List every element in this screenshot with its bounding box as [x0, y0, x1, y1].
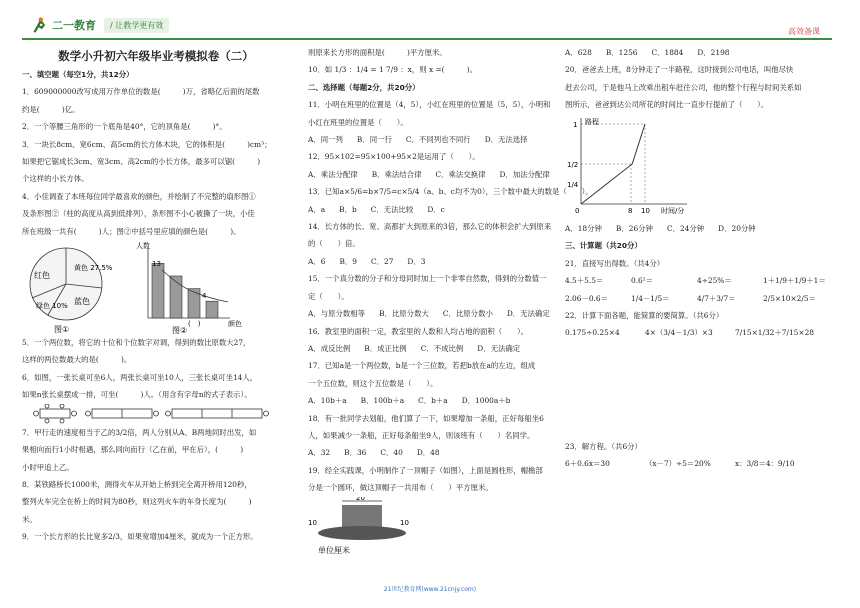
option-row: A．18分钟 B．26分钟 C．24分钟 D．20分钟: [565, 224, 756, 234]
bar-3: [206, 301, 218, 318]
question-line: 19．经全实践课，小明制作了一顶帽子（如图），上面是圆柱形，帽檐部: [308, 465, 543, 475]
line-chart: [565, 114, 715, 214]
question-line: 图所示，爸爸到达公司所花的时间比一直步行提前了（ ）。: [565, 100, 769, 110]
pie-label-yellow: 黄色 27.5%: [74, 264, 113, 273]
question-line: 如果n张长桌摆成一排，可坐( )人。（用含有字母n的式子表示）。: [22, 390, 252, 400]
question-line: 的（ ）倍。: [308, 239, 360, 249]
section-heading: 一、填空题（每空1分，共12分）: [22, 70, 134, 79]
page-title: 数学小升初六年级毕业考模拟卷（二）: [58, 49, 254, 63]
brand-name: 二一教育: [52, 19, 96, 32]
question-line: 果相向而行1小时相遇，那么同向而行（乙在前，甲在后），( ): [22, 445, 244, 455]
question-line: 米。: [22, 514, 37, 524]
column-1: [22, 44, 290, 546]
question-line: 小时甲追上乙。: [22, 462, 74, 472]
calc-row: 2.06－0.6＝ 1/4－1/5＝ 4/7＋3/7＝ 2/5×10×2/5＝: [565, 293, 816, 303]
question-line: 8．某铁路桥长1000米，测得火车从开始上桥到完全离开桥用120秒，: [22, 479, 252, 489]
question-line: 5．一个两位数，将它的十位和个位数字对调，得到的数比原数大27，: [22, 338, 251, 348]
option-row: A．成反比例 B．成正比例 C．不成比例 D．无法确定: [308, 343, 521, 353]
question-line: 4．小佳调查了本班每位同学最喜欢的颜色，并绘制了不完整的扇形图①: [22, 191, 256, 201]
equation-row: 6＋0.6x＝30 （x－7）÷5＝20% x：3/8＝4：9/10: [565, 459, 795, 469]
question-line: 14．长方体的长、宽、高都扩大到原来的3倍，那么它的体积会扩大到原来: [308, 222, 552, 232]
question-line: 13．已知a×5/6=b×7/5=c×5/4（a、b、c均不为0），三个数中最大的数是（ ）。: [308, 187, 593, 197]
header-tag: 高效备课: [788, 27, 820, 36]
bar-xlabel: 颜色: [228, 320, 242, 329]
question-line: 约是( )亿。: [22, 104, 80, 114]
hat-right-label: 10: [400, 518, 409, 527]
brand-slogan: / 让教学更有效: [104, 18, 169, 33]
question-line: 所在班级一共有( )人；图②中括号里应填的颜色是( )。: [22, 226, 241, 236]
hat-left-label: 10: [308, 518, 317, 527]
bar-ylabel: 人数: [136, 242, 150, 251]
section-heading: 二、选择题（每题2分，共20分）: [308, 82, 420, 92]
option-row: A．6 B．9 C．27 D．3: [308, 256, 426, 266]
bar-2: [188, 289, 200, 318]
question-line: 7．甲行走的速度相当于乙的3/2倍，两人分别从A、B两地同时出发，如: [22, 427, 257, 437]
question-line: 人，如果减少一条船，正好每条船坐9人，则该班有（ ）名同学。: [308, 430, 535, 440]
question-line: 则原来长方形的面积是( )平方厘米。: [308, 48, 447, 57]
line-xlabel: 时间/分: [661, 206, 685, 214]
bar-caption: 图②: [172, 326, 188, 335]
header-divider: [22, 38, 832, 40]
question-line: 定（ ）。: [308, 291, 349, 301]
question-line: 及条形图②（柱的高度从高到低排列），条形图不小心被撕了一块，小佳: [22, 209, 255, 219]
line-ytick-half: 1/2: [567, 160, 579, 169]
hat-diagram: [308, 497, 418, 557]
question-line: 分是一个圆环，做这顶帽子一共用布（ ）平方厘米。: [308, 483, 493, 493]
question-line: 小红在班里的位置是（ ）。: [308, 117, 408, 127]
option-row: A．10b＋a B．100b＋a C．b＋a D．1000a＋b: [308, 396, 511, 406]
calc-row: 0.175÷0.25×4 4×（3/4－1/3）×3 7/15×1/32＋7/15×28: [565, 328, 814, 338]
figure-row: [22, 240, 290, 334]
pie-label-blue: 蓝色: [74, 297, 90, 307]
question-line: 9．一个长方形的长比宽多2/3，如果宽增加4厘米，就成为一个正方形。: [22, 532, 258, 542]
runner-icon: [30, 16, 48, 34]
question-line: 20．爸爸去上班，8分钟走了一半路程，这时接到公司电话，叫他尽快: [565, 65, 794, 75]
question-line: 16．教室里的面积一定，教室里的人数和人均占地的面积（ ）。: [308, 326, 529, 336]
line-xtick-10: 10: [641, 206, 650, 214]
question-line: 1．609000000改写成用万作单位的数是( )万，省略亿后面的尾数: [22, 87, 260, 97]
option-row: A．a B．b C．无法比较 D．c: [308, 204, 445, 214]
hat-brim: [318, 526, 406, 540]
line-ytick-1: 1: [573, 120, 578, 129]
bar-chart: [132, 240, 252, 334]
bar-1: [170, 276, 182, 318]
line-xtick-8: 8: [628, 206, 633, 214]
question-line: 21．直接写出得数。（共4分）: [565, 258, 665, 268]
option-row: A．乘法分配律 B．乘法结合律 C．乘法交换律 D．加法分配律: [308, 169, 550, 179]
calc-row: 4.5＋5.5＝ 0.6²＝ 4÷25%＝ 1＋1/9＋1/9＋1＝: [565, 276, 826, 286]
section-heading: 三、计算题（共20分）: [565, 241, 642, 251]
pie-label-green: 绿色 10%: [36, 302, 68, 311]
question-line: 15．一个真分数的分子和分母同时加上一个非零自然数，得到的分数值一: [308, 274, 547, 284]
question-line: 3．一块长8cm、宽6cm、高5cm的长方体木块，它的体积是( )cm³；: [22, 139, 272, 149]
pie-label-red: 红色: [34, 271, 50, 281]
tables-diagram: [32, 404, 282, 424]
pie-caption: 图①: [54, 325, 70, 335]
option-row: A．同一列 B．同一行 C．不同列也不同行 D．无法选择: [308, 135, 528, 145]
bar-label-4: 4: [202, 292, 207, 301]
answer-space: [565, 342, 833, 438]
bar-0: [152, 263, 164, 318]
pie-chart: [24, 242, 134, 334]
bar-label-blank: ( ): [188, 320, 201, 329]
column-3: [565, 44, 833, 473]
footer: 21世纪教育网(www.21cnjy.com): [383, 586, 477, 593]
brand-logo: [30, 14, 180, 36]
question-line: 18．有一批同学去划船，他们算了一下，如果增加一条船，正好每船坐6: [308, 413, 544, 423]
question-line: 一个五位数，则这个五位数是（ ）。: [308, 378, 438, 388]
question-line: 23．解方程。（共6分）: [565, 441, 642, 451]
hat-top-label: 20: [356, 496, 365, 502]
line-ytick-quarter: 1/4: [567, 180, 579, 189]
question-line: 这样的两位数最大的是( )。: [22, 355, 132, 365]
line-xtick-0: 0: [575, 206, 580, 214]
option-row: A．与原分数相等 B．比原分数大 C．比原分数小 D．无法确定: [308, 309, 550, 319]
tables-figure: [22, 404, 290, 424]
hat-caption: 单位厘米: [318, 545, 350, 555]
question-line: 12．95×102=95×100+95×2是运用了（ ）。: [308, 152, 480, 162]
question-line: 6．如图，一张长桌可坐6人，两张长桌可坐10人，三张长桌可坐14人，: [22, 372, 258, 382]
question-line: 整列火车完全在桥上的时间为80秒，则这列火车的车身长度为( ): [22, 497, 252, 507]
question-line: 如果把它锯成长3cm、宽3cm、高2cm的小长方体，最多可以锯( ): [22, 157, 261, 167]
option-row: A．32 B．36 C．40 D．48: [308, 448, 440, 458]
question-line: 17．已知a是一个两位数，b是一个三位数，若把b放在a的左边，组成: [308, 361, 536, 371]
question-line: 11．小明在班里的位置是（4，5），小红在班里的位置是（5，5），小明和: [308, 100, 551, 110]
question-line: 10．如 1/3 ：1/4 = 1 7/9 ：x，则 x =( )。: [308, 65, 477, 75]
option-row: A．628 B．1256 C．1884 D．2198: [565, 48, 730, 57]
question-line: 个这样的小长方体。: [22, 174, 89, 184]
bar-label-13: 13: [152, 260, 161, 269]
question-line: 赶去公司，于是他马上改乘出租车赶往公司，他的整个行程与时间关系如: [565, 82, 802, 92]
question-line: 2．一个等腰三角形的一个底角是40°，它的顶角是( )°。: [22, 122, 227, 132]
line-ylabel: 路程: [585, 117, 599, 126]
question-line: 22．计算下面各题，能简算的要简算。（共6分）: [565, 311, 724, 321]
